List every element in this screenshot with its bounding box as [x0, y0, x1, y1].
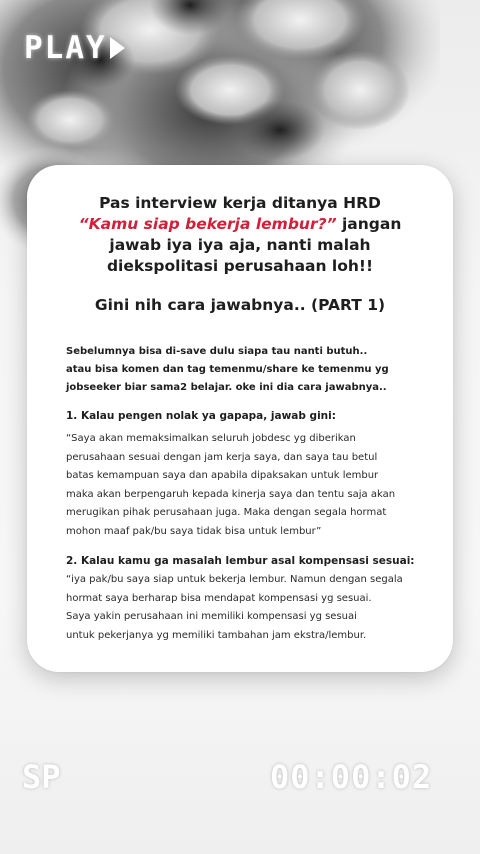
section2-line: hormat saya berharap bisa mendapat kompensasi yg sesuai. [66, 592, 372, 604]
timecode: 00:00:02 [270, 758, 433, 796]
headline-rest: jangan [336, 215, 402, 233]
section1-line: “Saya akan memaksimalkan seluruh jobdesc yg diberikan [66, 433, 356, 444]
section1-line: batas kemampuan saya dan apabila dipaksakan untuk lembur [66, 470, 379, 481]
section2-title: 2. Kalau kamu ga masalah lembur asal kompensasi sesuai: [66, 555, 415, 567]
headline-line: jawab iya iya aja, nanti malah [109, 236, 371, 254]
section1-title: 1. Kalau pengen nolak ya gapapa, jawab gini: [66, 410, 336, 422]
section2-line: Saya yakin perusahaan ini memiliki kompensasi yg sesuai [66, 611, 357, 622]
section1-line: merugikan pihak perusahaan juga. Maka dengan segala hormat [66, 507, 387, 518]
headline-line: diekspolitasi perusahaan loh!! [106, 257, 374, 275]
subheading: Gini nih cara jawabnya.. (PART 1) [94, 296, 386, 314]
intro-text [66, 343, 436, 397]
sp-label: SP [22, 758, 61, 796]
headline-line [27, 214, 453, 235]
intro-line: jobseeker biar sama2 belajar. oke ini dia cara jawabnya.. [66, 382, 387, 393]
section2-body [66, 571, 446, 645]
section1-line: mohon maaf pak/bu saya tidak bisa untuk lembur” [66, 525, 322, 537]
play-label: PLAY [24, 30, 107, 66]
section2-line: untuk pekerjanya yg memiliki tambahan jam ekstra/lembur. [66, 629, 367, 641]
headline-quote: “Kamu siap bekerja lembur?” [78, 215, 337, 233]
section2-line: “iya pak/bu saya siap untuk bekerja lembur. Namun dengan segala [66, 574, 403, 585]
section1-body [66, 430, 446, 541]
play-icon [110, 37, 125, 59]
section1-line: perusahaan sesuai dengan jam kerja saya, dan saya tau betul [66, 451, 378, 463]
headline [27, 193, 453, 277]
headline-line: Pas interview kerja ditanya HRD [99, 194, 381, 212]
content-card [27, 165, 453, 672]
intro-line: Sebelumnya bisa di-save dulu siapa tau nanti butuh.. [66, 346, 368, 357]
play-indicator [24, 30, 125, 66]
section1-line: maka akan berpengaruh kepada kinerja saya dan tentu saja akan [66, 488, 396, 500]
intro-line: atau bisa komen dan tag temenmu/share ke temenmu yg [66, 364, 389, 375]
